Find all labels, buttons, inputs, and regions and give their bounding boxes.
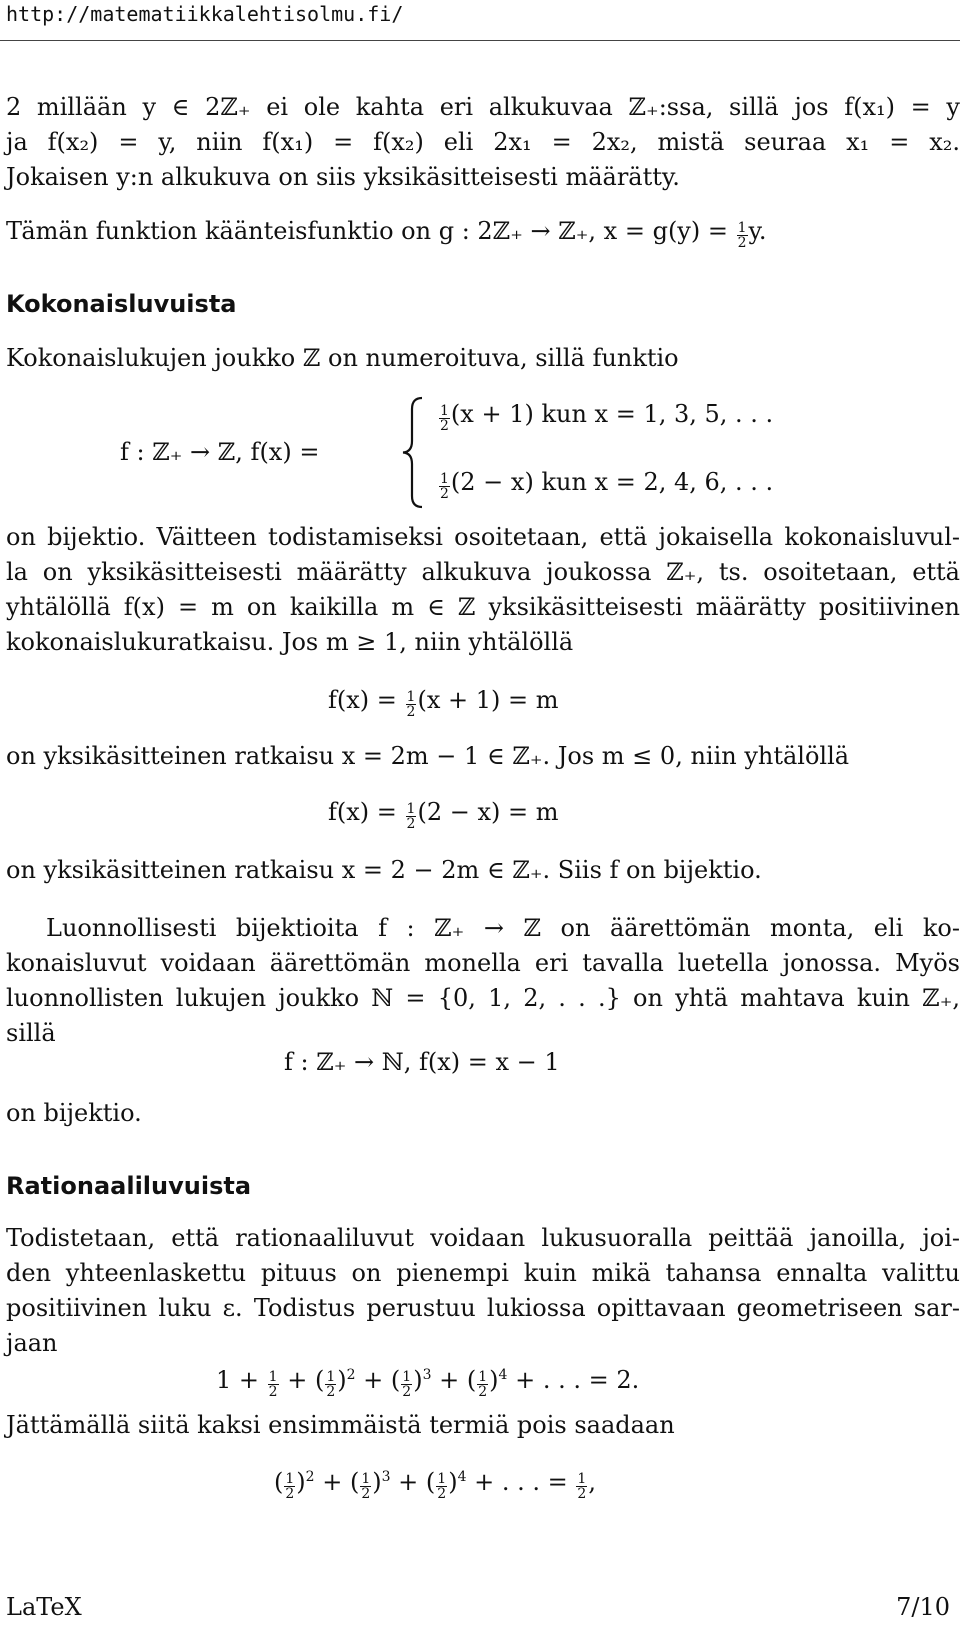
text-line: Jokaisen y:n alkukuva on siis yksikäsitteisesti määrätty. [6,163,680,191]
tail-series: ( $\frac{1}{2}$ )$^2$ + ( $\frac{1}{2}$ )$^3$ + ( $\frac{1}{2}$ )$^4$ + . . . = $\frac{1}{2}$ , [274,1468,596,1502]
text-line: on bijektio. [6,1099,142,1127]
case-1: $\frac{1}{2}$ (x + 1) kun x = 1, 3, 5, . . . [440,400,774,434]
text-line: Todistetaan, että rationaaliluvut voidaan lukusuoralla peittää janoilla, joi- [6,1224,960,1252]
text-line: ja f(x₂) = y, niin f(x₁) = f(x₂) eli 2x₁ = 2x₂, mistä seuraa x₁ = x₂. [6,128,960,156]
text-line: on yksikäsitteinen ratkaisu x = 2m − 1 ∈ ℤ₊. Jos m ≤ 0, niin yhtälöllä [6,742,850,770]
text-line: Jättämällä siitä kaksi ensimmäistä termiä pois saadaan [6,1411,675,1439]
text-line: luonnollisten lukujen joukko ℕ = {0, 1, 2, . . .} on yhtä mahtava kuin ℤ₊, [6,984,960,1012]
page-url[interactable]: http://matematiikkalehtisolmu.fi/ [6,2,404,26]
equation-1: f(x) = $\frac{1}{2}$ (x + 1) = m [328,686,559,720]
text-line: Kokonaislukujen joukko ℤ on numeroituva, sillä funktio [6,344,679,372]
text-line: on bijektio. Väitteen todistamiseksi osoitetaan, että jokaisella kokonaisluvul- [6,523,960,551]
left-brace-icon [400,395,428,510]
text-line: on yksikäsitteinen ratkaisu x = 2 − 2m ∈ ℤ₊. Siis f on bijektio. [6,856,762,884]
text-line: yhtälöllä f(x) = m on kaikilla m ∈ ℤ yksikäsitteisesti määrätty positiivinen [6,593,960,621]
text-line: la on yksikäsitteisesti määrätty alkukuva joukossa ℤ₊, ts. osoitetaan, että [6,558,960,586]
text-line: den yhteenlaskettu pituus on pienempi kuin mikä tahansa ennalta valittu [6,1259,960,1287]
text-line: sillä [6,1019,56,1047]
case-2: $\frac{1}{2}$ (2 − x) kun x = 2, 4, 6, . . . [440,468,774,502]
fraction-half: $\frac{1}{2}$ [737,220,747,251]
inverse-text: Tämän funktion käänteisfunktio on g : 2ℤ₊ → ℤ₊, x = g(y) = [6,217,728,245]
page-number: 7/10 [896,1593,950,1621]
text-line: kokonaislukuratkaisu. Jos m ≥ 1, niin yhtälöllä [6,628,574,656]
text-line: Luonnollisesti bijektioita f : ℤ₊ → ℤ on äärettömän monta, eli ko- [46,914,960,942]
text-line: konaisluvut voidaan äärettömän monella eri tavalla luetella jonossa. Myös [6,949,960,977]
definition-left: f : ℤ₊ → ℤ, f(x) = [120,438,320,466]
inverse-tail: y. [748,217,767,245]
text-line: 2 millään y ∈ 2ℤ₊ ei ole kahta eri alkukuvaa ℤ₊:ssa, sillä jos f(x₁) = y [6,93,960,121]
latex-logo: LaTeX [6,1593,82,1621]
section-heading: Rationaaliluvuista [6,1172,252,1200]
text-line [6,216,767,250]
equation-3: f : ℤ₊ → ℕ, f(x) = x − 1 [284,1048,560,1076]
header-rule [0,40,960,41]
text-line: jaan [6,1329,58,1357]
section-heading: Kokonaisluvuista [6,290,237,318]
geometric-series: 1 + $\frac{1}{2}$ + ( $\frac{1}{2}$ )$^2$ + ( $\frac{1}{2}$ )$^3$ + ( $\frac{1}{2}$ )$^4$ + . . . = 2. [216,1366,640,1400]
text-line: positiivinen luku ε. Todistus perustuu lukiossa opittavaan geometriseen sar- [6,1294,960,1322]
equation-2: f(x) = $\frac{1}{2}$ (2 − x) = m [328,798,559,832]
